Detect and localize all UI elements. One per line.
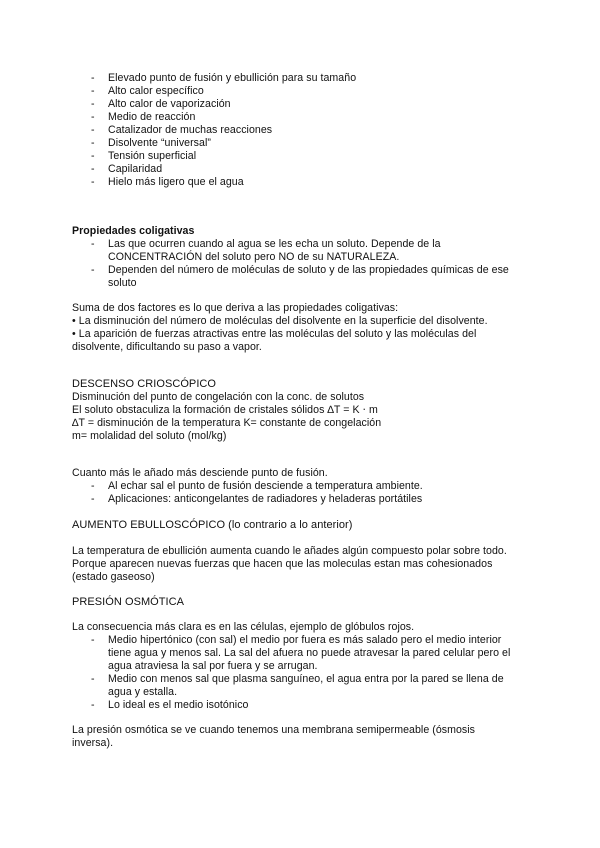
list-dash: -: [91, 163, 95, 175]
list-item-continuation: agua y estalla.: [108, 686, 178, 698]
list-item: Hielo más ligero que el agua: [108, 176, 244, 188]
list-item: Elevado punto de fusión y ebullición para su tamaño: [108, 72, 357, 84]
list-dash: -: [91, 111, 95, 123]
list-item-continuation: CONCENTRACIÓN del soluto pero NO de su NATURALEZA.: [108, 251, 400, 263]
list-item: Medio de reacción: [108, 111, 196, 123]
list-dash: -: [91, 98, 95, 110]
paragraph-line: Disminución del punto de congelación con la conc. de solutos: [72, 391, 365, 403]
paragraph-line: m= molalidad del soluto (mol/kg): [72, 430, 227, 442]
list-item: Alto calor de vaporización: [108, 98, 231, 110]
section-heading-osmotica: PRESIÓN OSMÓTICA: [72, 596, 185, 608]
list-item: Las que ocurren cuando al agua se les echa un soluto. Depende de la: [108, 238, 441, 250]
paragraph-line: La consecuencia más clara es en las células, ejemplo de glóbulos rojos.: [72, 621, 415, 633]
list-item: Capilaridad: [108, 163, 163, 175]
paragraph-line: La presión osmótica se ve cuando tenemos una membrana semipermeable (ósmosis: [72, 724, 476, 736]
list-dash: -: [91, 150, 95, 162]
list-dash: -: [91, 238, 95, 250]
paragraph-line: ∆T = disminución de la temperatura K= constante de congelación: [72, 417, 382, 429]
list-item: Catalizador de muchas reacciones: [108, 124, 273, 136]
list-item-continuation: soluto: [108, 277, 137, 289]
list-dash: -: [91, 673, 95, 685]
paragraph-line: disolvente, dificultando su paso a vapor.: [72, 341, 262, 353]
paragraph-line: inversa).: [72, 737, 114, 749]
list-dash: -: [91, 85, 95, 97]
paragraph-line: Cuanto más le añado más desciende punto de fusión.: [72, 467, 328, 479]
list-dash: -: [91, 176, 95, 188]
list-item: Alto calor específico: [108, 85, 204, 97]
list-dash: -: [91, 124, 95, 136]
paragraph-line: Porque aparecen nuevas fuerzas que hacen que las moleculas estan mas cohesionados: [72, 558, 493, 570]
list-item: Disolvente “universal”: [108, 137, 211, 149]
list-item-continuation: agua atraviesa la sal por fuera y se arrugan.: [108, 660, 318, 672]
section-heading-coligativas: Propiedades coligativas: [72, 225, 195, 237]
list-dash: -: [91, 137, 95, 149]
list-dash: -: [91, 699, 95, 711]
paragraph-line: • La disminución del número de moléculas del disolvente en la superficie del disolvente.: [72, 315, 488, 327]
list-item-continuation: tiene agua y menos sal. La sal del afuera no puede atravesar la pared celular pero el: [108, 647, 511, 659]
paragraph-line: • La aparición de fuerzas atractivas entre las moléculas del soluto y las moléculas del: [72, 328, 477, 340]
list-dash: -: [91, 493, 95, 505]
list-item: Tensión superficial: [108, 150, 197, 162]
list-dash: -: [91, 634, 95, 646]
section-heading-crioscopico: DESCENSO CRIOSCÓPICO: [72, 378, 217, 390]
section-heading-ebulloscopico: AUMENTO EBULLOSCÓPICO (lo contrario a lo anterior): [72, 519, 353, 531]
list-item: Al echar sal el punto de fusión desciende a temperatura ambiente.: [108, 480, 423, 492]
paragraph-line: Suma de dos factores es lo que deriva a las propiedades coligativas:: [72, 302, 399, 314]
list-item: Medio hipertónico (con sal) el medio por fuera es más salado pero el medio interior: [108, 634, 502, 646]
paragraph-line: El soluto obstaculiza la formación de cristales sólidos ∆T = K ⋅ m: [72, 404, 378, 416]
list-item: Lo ideal es el medio isotónico: [108, 699, 249, 711]
list-dash: -: [91, 72, 95, 84]
list-item: Aplicaciones: anticongelantes de radiadores y heladeras portátiles: [108, 493, 423, 505]
list-dash: -: [91, 264, 95, 276]
paragraph-line: (estado gaseoso): [72, 571, 155, 583]
paragraph-line: La temperatura de ebullición aumenta cuando le añades algún compuesto polar sobre todo.: [72, 545, 507, 557]
list-dash: -: [91, 480, 95, 492]
list-item: Medio con menos sal que plasma sanguíneo, el agua entra por la pared se llena de: [108, 673, 504, 685]
list-item: Dependen del número de moléculas de soluto y de las propiedades químicas de ese: [108, 264, 509, 276]
